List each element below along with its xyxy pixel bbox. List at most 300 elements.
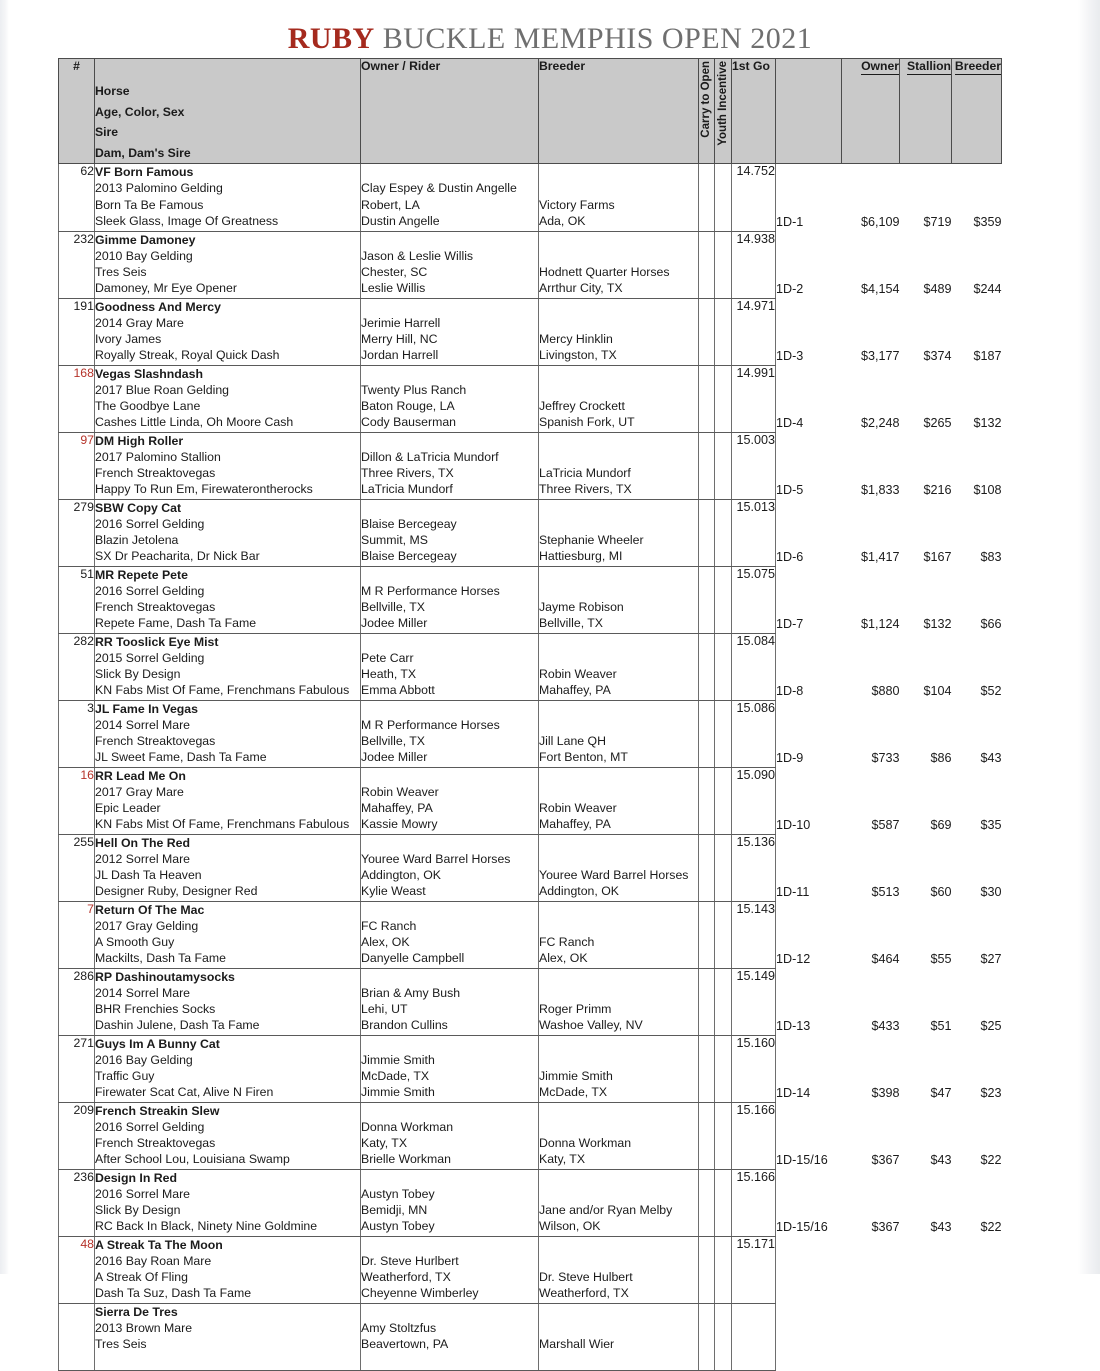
youth-incentive-cell	[715, 1102, 732, 1169]
carry-to-open-cell	[699, 1236, 715, 1303]
cell-line: Addington, OK	[361, 868, 441, 883]
title-brand: RUBY	[287, 22, 375, 55]
cell-line: French Streaktovegas	[95, 600, 216, 615]
stallion-payout	[900, 1236, 952, 1303]
cell-line: Hodnett Quarter Horses	[539, 265, 670, 280]
cell-line: Vegas Slashndash	[95, 366, 203, 381]
column-header-first-go: 1st Go	[732, 59, 776, 164]
cell-line: Clay Espey & Dustin Angelle	[361, 181, 517, 196]
column-header-youth-incentive-label: Youth Incentive	[716, 61, 729, 146]
breeder-cell	[539, 1102, 699, 1169]
column-header-horse-line: Horse	[95, 84, 130, 98]
youth-incentive-cell	[715, 901, 732, 968]
cell-line: Youree Ward Barrel Horses	[539, 868, 689, 883]
owner-rider-cell	[361, 1303, 539, 1370]
cell-line: Austyn Tobey	[361, 1219, 435, 1234]
cell-line: Roger Primm	[539, 1002, 612, 1017]
cell-line: Hattiesburg, MI	[539, 549, 623, 564]
cell-line: JL Dash Ta Heaven	[95, 868, 202, 883]
cell-line: Bellville, TX	[539, 616, 604, 631]
cell-line: Hell On The Red	[95, 835, 190, 850]
cell-line: LaTricia Mundorf	[361, 482, 453, 497]
breeder-payout	[952, 1303, 1002, 1370]
horse-cell	[95, 164, 361, 232]
stallion-payout: $374	[900, 298, 952, 365]
carry-to-open-cell	[699, 901, 715, 968]
results-table	[58, 58, 1002, 1371]
placing-cell: 1D-12	[776, 901, 842, 968]
horse-cell	[95, 566, 361, 633]
breeder-cell	[539, 164, 699, 232]
cell-line: 2013 Palomino Gelding	[95, 181, 223, 196]
breeder-payout: $22	[952, 1102, 1002, 1169]
cell-line: Goodness And Mercy	[95, 299, 221, 314]
cell-line: Ada, OK	[539, 213, 586, 228]
stallion-payout: $43	[900, 1102, 952, 1169]
cell-line: Leslie Willis	[361, 281, 426, 296]
stallion-payout: $216	[900, 432, 952, 499]
horse-cell	[95, 365, 361, 432]
horse-cell	[95, 968, 361, 1035]
horse-cell	[95, 1236, 361, 1303]
cell-line: Washoe Valley, NV	[539, 1018, 643, 1033]
first-go-time: 15.166	[732, 1169, 776, 1236]
cell-line: Cody Bauserman	[361, 415, 457, 430]
cell-line: Dustin Angelle	[361, 213, 440, 228]
cell-line: Three Rivers, TX	[539, 482, 632, 497]
stallion-payout: $104	[900, 633, 952, 700]
owner-rider-cell	[361, 365, 539, 432]
breeder-cell	[539, 231, 699, 298]
first-go-time: 14.991	[732, 365, 776, 432]
placing-cell: 1D-15/16	[776, 1169, 842, 1236]
first-go-time: 15.171	[732, 1236, 776, 1303]
table-row	[59, 633, 1002, 700]
cell-line: Merry Hill, NC	[361, 332, 438, 347]
cell-line: Sierra De Tres	[95, 1304, 178, 1319]
table-row	[59, 901, 1002, 968]
owner-payout: $4,154	[842, 231, 900, 298]
cell-line: McDade, TX	[539, 1085, 608, 1100]
first-go-time: 15.149	[732, 968, 776, 1035]
column-header-placing	[776, 59, 842, 164]
carry-to-open-cell	[699, 767, 715, 834]
column-header-breeder-money: Breeder	[952, 59, 1002, 164]
breeder-payout: $25	[952, 968, 1002, 1035]
first-go-time: 15.003	[732, 432, 776, 499]
first-go-time: 15.075	[732, 566, 776, 633]
carry-to-open-cell	[699, 566, 715, 633]
cell-line: Baton Rouge, LA	[361, 399, 455, 414]
cell-line: Born Ta Be Famous	[95, 197, 204, 212]
cell-line: Happy To Run Em, Firewaterontherocks	[95, 482, 313, 497]
carry-to-open-cell	[699, 633, 715, 700]
table-row	[59, 164, 1002, 232]
owner-rider-cell	[361, 834, 539, 901]
youth-incentive-cell	[715, 432, 732, 499]
owner-rider-cell	[361, 700, 539, 767]
owner-payout: $880	[842, 633, 900, 700]
breeder-payout: $27	[952, 901, 1002, 968]
column-header-stallion-money: Stallion	[900, 59, 952, 164]
placing-cell	[776, 1303, 842, 1370]
placing-cell: 1D-1	[776, 164, 842, 232]
cell-line: Katy, TX	[539, 1152, 586, 1167]
cell-line: 2016 Sorrel Gelding	[95, 583, 205, 598]
cell-line: A Smooth Guy	[95, 935, 175, 950]
cell-line: Kylie Weast	[361, 884, 426, 899]
cell-line	[95, 1352, 360, 1368]
cell-line: Robin Weaver	[539, 667, 617, 682]
cell-line: Alex, OK	[361, 935, 410, 950]
cell-line: 2016 Sorrel Gelding	[95, 516, 205, 531]
stallion-payout: $60	[900, 834, 952, 901]
breeder-cell	[539, 633, 699, 700]
stallion-payout: $489	[900, 231, 952, 298]
cell-line: Damoney, Mr Eye Opener	[95, 281, 237, 296]
stallion-payout: $132	[900, 566, 952, 633]
carry-to-open-cell	[699, 1169, 715, 1236]
cell-line: A Streak Ta The Moon	[95, 1237, 223, 1252]
horse-cell	[95, 1102, 361, 1169]
cell-line: Guys Im A Bunny Cat	[95, 1036, 220, 1051]
cell-line: Cashes Little Linda, Oh Moore Cash	[95, 415, 294, 430]
table-row	[59, 1303, 1002, 1370]
owner-payout: $367	[842, 1102, 900, 1169]
youth-incentive-cell	[715, 499, 732, 566]
cell-line: Blazin Jetolena	[95, 533, 179, 548]
cell-line: KN Fabs Mist Of Fame, Frenchmans Fabulous	[95, 683, 350, 698]
cell-line: Mahaffey, PA	[539, 817, 611, 832]
cell-line: A Streak Of Fling	[95, 1270, 188, 1285]
horse-cell	[95, 834, 361, 901]
cell-line: Robin Weaver	[361, 784, 439, 799]
cell-line: Royally Streak, Royal Quick Dash	[95, 348, 280, 363]
first-go-time: 15.086	[732, 700, 776, 767]
cell-line: RR Tooslick Eye Mist	[95, 634, 219, 649]
stallion-payout: $719	[900, 164, 952, 232]
cell-line: 2014 Gray Mare	[95, 315, 184, 330]
cell-line: 2017 Blue Roan Gelding	[95, 382, 229, 397]
stallion-payout: $43	[900, 1169, 952, 1236]
table-row	[59, 432, 1002, 499]
table-row	[59, 231, 1002, 298]
table-row	[59, 1102, 1002, 1169]
first-go-time: 15.013	[732, 499, 776, 566]
carry-to-open-cell	[699, 968, 715, 1035]
placing-cell: 1D-13	[776, 968, 842, 1035]
cell-line: JL Fame In Vegas	[95, 701, 198, 716]
column-header-owner-rider: Owner / Rider	[361, 59, 539, 164]
cell-line: SX Dr Peacharita, Dr Nick Bar	[95, 549, 260, 564]
table-row	[59, 1236, 1002, 1303]
stallion-payout: $86	[900, 700, 952, 767]
horse-cell	[95, 432, 361, 499]
carry-to-open-cell	[699, 700, 715, 767]
breeder-payout: $187	[952, 298, 1002, 365]
cell-line: Amy Stoltzfus	[361, 1320, 437, 1335]
cell-line: Pete Carr	[361, 650, 414, 665]
cell-line	[361, 1352, 538, 1368]
cell-line: JL Sweet Fame, Dash Ta Fame	[95, 750, 267, 765]
breeder-cell	[539, 1035, 699, 1102]
cell-line: The Goodbye Lane	[95, 399, 201, 414]
row-number: 191	[59, 298, 95, 365]
cell-line: Weatherford, TX	[361, 1270, 451, 1285]
breeder-payout	[952, 1236, 1002, 1303]
owner-rider-cell	[361, 432, 539, 499]
cell-line: M R Performance Horses	[361, 717, 500, 732]
breeder-payout: $22	[952, 1169, 1002, 1236]
cell-line: Robin Weaver	[539, 801, 617, 816]
cell-line: After School Lou, Louisiana Swamp	[95, 1152, 290, 1167]
cell-line: Return Of The Mac	[95, 902, 205, 917]
first-go-time	[732, 1303, 776, 1370]
table-row	[59, 365, 1002, 432]
horse-cell	[95, 298, 361, 365]
cell-line: Mercy Hinklin	[539, 332, 613, 347]
horse-cell	[95, 231, 361, 298]
owner-rider-cell	[361, 968, 539, 1035]
cell-line: DM High Roller	[95, 433, 184, 448]
cell-line: Chester, SC	[361, 265, 428, 280]
cell-line: Jodee Miller	[361, 616, 428, 631]
breeder-cell	[539, 432, 699, 499]
cell-line: Brian & Amy Bush	[361, 985, 461, 1000]
cell-line: Firewater Scat Cat, Alive N Firen	[95, 1085, 274, 1100]
breeder-cell	[539, 365, 699, 432]
carry-to-open-cell	[699, 1303, 715, 1370]
cell-line: 2016 Bay Roan Mare	[95, 1253, 212, 1268]
breeder-payout: $359	[952, 164, 1002, 232]
carry-to-open-cell	[699, 834, 715, 901]
breeder-payout: $66	[952, 566, 1002, 633]
cell-line: LaTricia Mundorf	[539, 466, 631, 481]
cell-line: Donna Workman	[539, 1136, 632, 1151]
first-go-time: 14.752	[732, 164, 776, 232]
cell-line: Twenty Plus Ranch	[361, 382, 467, 397]
youth-incentive-cell	[715, 968, 732, 1035]
row-number: 209	[59, 1102, 95, 1169]
row-number: 48	[59, 1236, 95, 1303]
owner-payout: $513	[842, 834, 900, 901]
carry-to-open-cell	[699, 1102, 715, 1169]
cell-line: 2017 Palomino Stallion	[95, 449, 221, 464]
youth-incentive-cell	[715, 633, 732, 700]
row-number: 255	[59, 834, 95, 901]
cell-line: 2016 Sorrel Mare	[95, 1186, 191, 1201]
cell-line: Sleek Glass, Image Of Greatness	[95, 213, 279, 228]
cell-line: Victory Farms	[539, 197, 615, 212]
column-header-carry-to-open-label: Carry to Open	[700, 61, 712, 138]
cell-line: Jason & Leslie Willis	[361, 248, 474, 263]
horse-cell	[95, 1035, 361, 1102]
owner-payout: $398	[842, 1035, 900, 1102]
owner-payout: $6,109	[842, 164, 900, 232]
table-row	[59, 767, 1002, 834]
owner-rider-cell	[361, 566, 539, 633]
breeder-cell	[539, 499, 699, 566]
cell-line: Summit, MS	[361, 533, 428, 548]
horse-cell	[95, 1303, 361, 1370]
cell-line: Blaise Bercegeay	[361, 549, 457, 564]
cell-line: RP Dashinoutamysocks	[95, 969, 235, 984]
owner-rider-cell	[361, 1169, 539, 1236]
placing-cell: 1D-6	[776, 499, 842, 566]
owner-payout: $367	[842, 1169, 900, 1236]
cell-line: Dillon & LaTricia Mundorf	[361, 449, 499, 464]
placing-cell: 1D-15/16	[776, 1102, 842, 1169]
row-number	[59, 1303, 95, 1370]
cell-line: Blaise Bercegeay	[361, 516, 457, 531]
cell-line: FC Ranch	[539, 935, 595, 950]
cell-line: McDade, TX	[361, 1069, 430, 1084]
cell-line: Fort Benton, MT	[539, 750, 628, 765]
horse-cell	[95, 499, 361, 566]
owner-payout	[842, 1236, 900, 1303]
breeder-payout: $83	[952, 499, 1002, 566]
cell-line: RC Back In Black, Ninety Nine Goldmine	[95, 1219, 318, 1234]
cell-line: Dash Ta Suz, Dash Ta Fame	[95, 1286, 252, 1301]
first-go-time: 15.090	[732, 767, 776, 834]
table-row	[59, 834, 1002, 901]
placing-cell: 1D-9	[776, 700, 842, 767]
cell-line: Bemidji, MN	[361, 1203, 428, 1218]
cell-line: Livingston, TX	[539, 348, 617, 363]
stallion-payout: $69	[900, 767, 952, 834]
breeder-payout: $52	[952, 633, 1002, 700]
cell-line: 2016 Sorrel Gelding	[95, 1119, 205, 1134]
cell-line: MR Repete Pete	[95, 567, 188, 582]
cell-line: Jimmie Smith	[361, 1052, 435, 1067]
owner-rider-cell	[361, 767, 539, 834]
cell-line: RR Lead Me On	[95, 768, 186, 783]
breeder-cell	[539, 968, 699, 1035]
owner-rider-cell	[361, 1035, 539, 1102]
youth-incentive-cell	[715, 1169, 732, 1236]
cell-line: Slick By Design	[95, 667, 181, 682]
owner-rider-cell	[361, 298, 539, 365]
cell-line: Mahaffey, PA	[539, 683, 611, 698]
column-header-carry-to-open	[699, 59, 715, 164]
placing-cell	[776, 1236, 842, 1303]
column-header-breeder: Breeder	[539, 59, 699, 164]
carry-to-open-cell	[699, 499, 715, 566]
placing-cell: 1D-14	[776, 1035, 842, 1102]
cell-line: Slick By Design	[95, 1203, 181, 1218]
cell-line: Dashin Julene, Dash Ta Fame	[95, 1018, 260, 1033]
table-row	[59, 968, 1002, 1035]
first-go-time: 15.136	[732, 834, 776, 901]
cell-line: French Streaktovegas	[95, 1136, 216, 1151]
owner-rider-cell	[361, 231, 539, 298]
table-row	[59, 1035, 1002, 1102]
cell-line: Wilson, OK	[539, 1219, 601, 1234]
breeder-cell	[539, 1236, 699, 1303]
breeder-cell	[539, 1303, 699, 1370]
owner-rider-cell	[361, 1102, 539, 1169]
cell-line: Jeffrey Crockett	[539, 399, 625, 414]
carry-to-open-cell	[699, 298, 715, 365]
cell-line: Mahaffey, PA	[361, 801, 433, 816]
column-header-age-color-sex: Age, Color, Sex	[95, 104, 185, 119]
owner-rider-cell	[361, 499, 539, 566]
placing-cell: 1D-3	[776, 298, 842, 365]
row-number: 282	[59, 633, 95, 700]
table-row	[59, 499, 1002, 566]
breeder-payout: $35	[952, 767, 1002, 834]
breeder-payout: $244	[952, 231, 1002, 298]
placing-cell: 1D-11	[776, 834, 842, 901]
page-edge-right	[1078, 0, 1100, 1274]
table-row	[59, 700, 1002, 767]
cell-line: 2013 Brown Mare	[95, 1320, 193, 1335]
cell-line: Jayme Robison	[539, 600, 624, 615]
cell-line: Jimmie Smith	[539, 1069, 613, 1084]
row-number: 168	[59, 365, 95, 432]
cell-line: Emma Abbott	[361, 683, 435, 698]
cell-line: 2015 Sorrel Gelding	[95, 650, 205, 665]
row-number: 51	[59, 566, 95, 633]
placing-cell: 1D-2	[776, 231, 842, 298]
cell-line: Bellville, TX	[361, 734, 426, 749]
horse-cell	[95, 901, 361, 968]
placing-cell: 1D-4	[776, 365, 842, 432]
column-header-horse	[95, 59, 361, 164]
breeder-cell	[539, 767, 699, 834]
cell-line: Brandon Cullins	[361, 1018, 448, 1033]
youth-incentive-cell	[715, 767, 732, 834]
cell-line: Jerimie Harrell	[361, 315, 441, 330]
row-number: 271	[59, 1035, 95, 1102]
table-row	[59, 566, 1002, 633]
cell-line: Brielle Workman	[361, 1152, 451, 1167]
cell-line: Robert, LA	[361, 197, 420, 212]
breeder-cell	[539, 834, 699, 901]
row-number: 97	[59, 432, 95, 499]
owner-payout: $1,833	[842, 432, 900, 499]
cell-line: 2014 Sorrel Mare	[95, 717, 191, 732]
table-row	[59, 298, 1002, 365]
cell-line: Jimmie Smith	[361, 1085, 435, 1100]
title-rest: BUCKLE MEMPHIS OPEN 2021	[374, 22, 813, 55]
owner-payout: $587	[842, 767, 900, 834]
breeder-payout: $108	[952, 432, 1002, 499]
owner-payout: $1,417	[842, 499, 900, 566]
cell-line: FC Ranch	[361, 918, 417, 933]
youth-incentive-cell	[715, 566, 732, 633]
stallion-payout: $167	[900, 499, 952, 566]
first-go-time: 15.143	[732, 901, 776, 968]
cell-line	[539, 1352, 698, 1368]
cell-line: French Streakin Slew	[95, 1103, 220, 1118]
breeder-cell	[539, 566, 699, 633]
cell-line: Jordan Harrell	[361, 348, 439, 363]
stallion-payout	[900, 1303, 952, 1370]
owner-payout: $3,177	[842, 298, 900, 365]
owner-payout: $733	[842, 700, 900, 767]
breeder-payout: $30	[952, 834, 1002, 901]
horse-cell	[95, 700, 361, 767]
youth-incentive-cell	[715, 164, 732, 232]
owner-rider-cell	[361, 1236, 539, 1303]
cell-line: Arrthur City, TX	[539, 281, 623, 296]
carry-to-open-cell	[699, 231, 715, 298]
carry-to-open-cell	[699, 1035, 715, 1102]
horse-cell	[95, 767, 361, 834]
cell-line: Weatherford, TX	[539, 1286, 629, 1301]
cell-line: VF Born Famous	[95, 165, 194, 179]
